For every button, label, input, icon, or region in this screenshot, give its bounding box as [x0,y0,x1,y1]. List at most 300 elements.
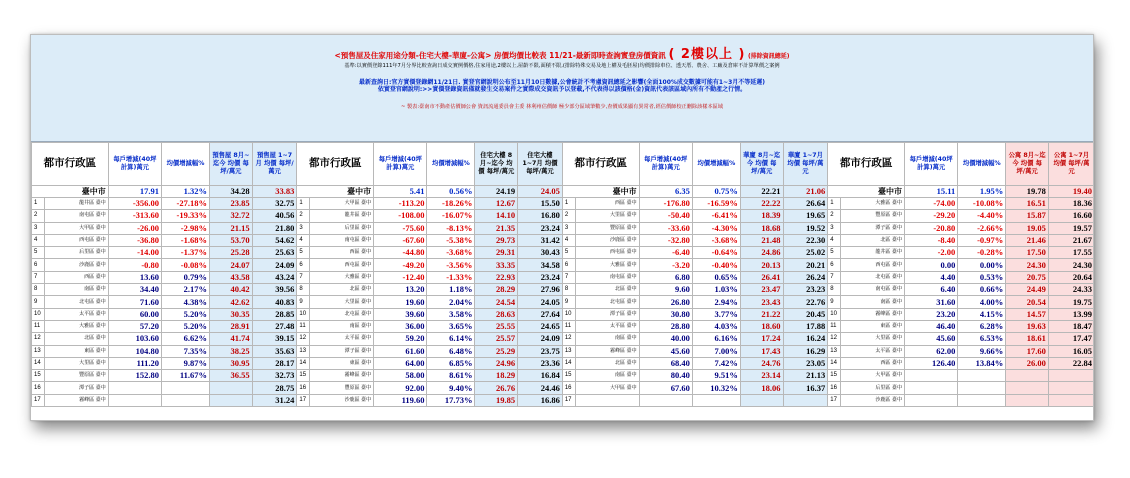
cell-hua-1: 80.40 [639,370,692,382]
table-row [32,333,1095,345]
cell-res-3: 24.54 [475,296,518,308]
cell-pre-2 [162,382,210,394]
cell-hua-3: 17.24 [740,333,783,345]
col-res-change: 每戶增減(40坪計算)萬元 [374,143,427,186]
district-name: 潭子區 臺中 [841,222,905,234]
cell-com-4: 21.67 [1048,234,1094,246]
cell-hua-4: 20.45 [783,308,828,320]
cell-res-1: -49.20 [374,259,427,271]
cell-res-3: 14.10 [475,210,518,222]
district-name: 北區 臺中 [575,357,639,369]
cell-pre-1: -26.00 [108,222,161,234]
table-row [32,320,1095,332]
row-number: 14 [297,357,310,369]
cell-pre-1 [108,394,161,406]
cell-res-3: 25.55 [475,320,518,332]
total-city-label: 臺中市 [32,186,109,198]
cell-hua-2 [692,394,740,406]
cell-pre-4: 39.15 [252,333,297,345]
row-number: 17 [32,394,45,406]
cell-hua-3: 21.48 [740,234,783,246]
col-hua-change: 每戶增減(40坪計算)萬元 [639,143,692,186]
cell-hua-2: 0.65% [692,271,740,283]
cell-pre-1: 104.80 [108,345,161,357]
cell-res-2: 8.61% [427,370,475,382]
cell-com-1: 46.40 [905,320,958,332]
table-row [32,382,1095,394]
cell-com-1: 6.40 [905,284,958,296]
cell-com-4: 18.47 [1048,320,1094,332]
cell-pre-1: 57.20 [108,320,161,332]
district-name: 龍井區 臺中 [841,247,905,259]
cell-hua-4: 25.02 [783,247,828,259]
cell-hua-3: 18.06 [740,382,783,394]
cell-hua-1: -6.40 [639,247,692,259]
row-number: 5 [562,247,575,259]
table-row [32,370,1095,382]
total-com-1: 1.95% [958,186,1006,198]
cell-hua-2: 7.42% [692,357,740,369]
cell-pre-1: 103.60 [108,333,161,345]
district-name: 西屯區 臺中 [575,247,639,259]
cell-res-4: 24.09 [518,333,563,345]
row-number: 4 [32,234,45,246]
cell-res-2: 6.85% [427,357,475,369]
cell-hua-2: 9.51% [692,370,740,382]
row-number: 15 [828,370,841,382]
table-body [32,186,1095,407]
cell-com-4: 17.55 [1048,247,1094,259]
cell-hua-3: 23.14 [740,370,783,382]
row-number: 13 [297,345,310,357]
district-name: 沙鹿區 臺中 [841,394,905,406]
cell-res-2: 17.73% [427,394,475,406]
cell-com-1 [905,394,958,406]
cell-hua-4: 16.37 [783,382,828,394]
cell-res-2: 1.18% [427,284,475,296]
cell-pre-3: 30.95 [210,357,253,369]
cell-res-1: -12.40 [374,271,427,283]
cell-pre-2: 6.62% [162,333,210,345]
cell-pre-3: 43.58 [210,271,253,283]
cell-hua-3: 22.22 [740,198,783,210]
district-name: 大里區 臺中 [44,357,108,369]
row-number: 5 [828,247,841,259]
district-name: 東區 臺中 [44,345,108,357]
cell-hua-2: 6.16% [692,333,740,345]
row-number: 14 [562,357,575,369]
district-name: 大里區 臺中 [841,333,905,345]
cell-pre-4: 25.63 [252,247,297,259]
district-name: 大雅區 臺中 [841,198,905,210]
cell-res-4: 30.43 [518,247,563,259]
cell-hua-4: 19.52 [783,222,828,234]
cell-res-1: 39.60 [374,308,427,320]
cell-pre-3: 36.55 [210,370,253,382]
cell-com-3: 26.00 [1006,357,1049,369]
row-number: 13 [32,345,45,357]
cell-com-3: 24.49 [1006,284,1049,296]
total-hua-2: 22.21 [740,186,783,198]
cell-com-3: 17.50 [1006,247,1049,259]
cell-hua-3: 17.43 [740,345,783,357]
cell-hua-2: -3.68% [692,234,740,246]
cell-com-1: 4.40 [905,271,958,283]
district-name: 大雅區 臺中 [575,259,639,271]
total-hua-0: 6.35 [639,186,692,198]
query-date-line: 最新查詢日:官方實價登錄網11/21日. 實登官網說明公布至11月10日數據,公會統計不考慮資訊總延之影響(全面100%成交數據可能有1~3月不等延遲) [358,78,766,86]
cell-com-1: 0.00 [905,259,958,271]
cell-hua-3: 21.22 [740,308,783,320]
total-city-label: 臺中市 [828,186,905,198]
district-name: 北區 臺中 [44,333,108,345]
cell-res-4: 27.96 [518,284,563,296]
cell-com-1: 45.60 [905,333,958,345]
cell-com-2: 0.53% [958,271,1006,283]
cell-res-2: 6.14% [427,333,475,345]
col-area-res: 都市行政區 [297,143,374,186]
col-pre-change: 每戶增減(40坪計算)萬元 [108,143,161,186]
district-name: 豐原區 臺中 [575,222,639,234]
cell-pre-2: 5.20% [162,320,210,332]
row-number: 1 [828,198,841,210]
district-name: 西屯區 臺中 [310,259,374,271]
cell-pre-4: 31.24 [252,394,297,406]
district-name: 大雅區 臺中 [44,320,108,332]
district-name: 南區 臺中 [575,370,639,382]
cell-com-4: 13.99 [1048,308,1094,320]
cell-com-3: 19.63 [1006,320,1049,332]
cell-pre-4: 54.62 [252,234,297,246]
cell-res-2: 3.58% [427,308,475,320]
cell-pre-3 [210,394,253,406]
row-number: 8 [32,284,45,296]
cell-hua-2: 3.77% [692,308,740,320]
col-com-new: 公寓 8月~迄今 均價 每坪/萬元 [1006,143,1049,186]
cell-com-4: 19.75 [1048,296,1094,308]
cell-pre-4: 39.56 [252,284,297,296]
cell-pre-1: -14.00 [108,247,161,259]
cell-hua-2: -6.41% [692,210,740,222]
cell-com-4 [1048,382,1094,394]
district-name: 后里區 臺中 [44,247,108,259]
cell-hua-3: 18.39 [740,210,783,222]
total-com-3: 19.40 [1048,186,1094,198]
table-row [32,198,1095,210]
cell-res-4: 16.84 [518,370,563,382]
col-area-pre: 都市行政區 [32,143,109,186]
col-com-old: 公寓 1~7月 均價 每坪/萬元 [1048,143,1094,186]
cell-com-1 [905,382,958,394]
cell-res-1: 92.00 [374,382,427,394]
cell-com-2: -0.28% [958,247,1006,259]
cell-hua-1: -3.20 [639,259,692,271]
row-number: 1 [32,198,45,210]
cell-pre-4: 21.80 [252,222,297,234]
district-name: 大雅區 臺中 [310,271,374,283]
cell-hua-4: 23.05 [783,357,828,369]
cell-hua-4: 22.76 [783,296,828,308]
row-number: 5 [297,247,310,259]
cell-res-1: -44.80 [374,247,427,259]
cell-com-1: -29.20 [905,210,958,222]
row-number: 10 [32,308,45,320]
district-name: 北屯區 臺中 [575,296,639,308]
cell-res-2: 6.48% [427,345,475,357]
col-hua-pct: 均價增減幅% [692,143,740,186]
district-name: 豐原區 臺中 [44,370,108,382]
cell-com-2: -0.97% [958,234,1006,246]
district-name: 南區 臺中 [310,320,374,332]
district-name [575,394,639,406]
cell-hua-2: 1.03% [692,284,740,296]
row-number: 6 [562,259,575,271]
district-name: 霧峰區 臺中 [575,345,639,357]
cell-com-4: 16.60 [1048,210,1094,222]
cell-com-3: 24.30 [1006,259,1049,271]
cell-com-4: 17.47 [1048,333,1094,345]
cell-pre-3: 28.91 [210,320,253,332]
total-res-0: 5.41 [374,186,427,198]
cell-hua-3: 23.43 [740,296,783,308]
cell-pre-4: 28.17 [252,357,297,369]
cell-com-2: 6.28% [958,320,1006,332]
district-name: 太平區 臺中 [44,308,108,320]
cell-com-2: 9.66% [958,345,1006,357]
row-number: 13 [828,345,841,357]
price-comparison-sheet [30,34,1094,421]
cell-hua-4: 21.13 [783,370,828,382]
row-number: 9 [562,296,575,308]
table-row [32,247,1095,259]
cell-pre-4: 35.63 [252,345,297,357]
cell-hua-2: 7.00% [692,345,740,357]
row-number: 12 [828,333,841,345]
cell-com-3: 14.57 [1006,308,1049,320]
district-name: 潭子區 臺中 [44,382,108,394]
cell-hua-1: 45.60 [639,345,692,357]
cell-pre-3: 41.74 [210,333,253,345]
totals-row [32,186,1095,198]
row-number: 17 [828,394,841,406]
cell-hua-1: 28.80 [639,320,692,332]
cell-pre-3: 24.07 [210,259,253,271]
district-name: 西屯區 臺中 [841,259,905,271]
cell-hua-3: 18.68 [740,222,783,234]
cell-pre-3: 42.62 [210,296,253,308]
table-row [32,234,1095,246]
district-name: 南區 臺中 [575,333,639,345]
total-hua-1: 0.75% [692,186,740,198]
cell-com-2: -2.66% [958,222,1006,234]
district-name: 豐原區 臺中 [841,210,905,222]
cell-com-4: 16.05 [1048,345,1094,357]
row-number: 2 [828,210,841,222]
cell-hua-4: 23.23 [783,284,828,296]
district-name: 沙鹿區 臺中 [310,394,374,406]
row-number: 6 [828,259,841,271]
district-name: 霧峰區 臺中 [44,394,108,406]
cell-pre-4: 40.83 [252,296,297,308]
price-table [31,142,1094,407]
cell-pre-2: 7.35% [162,345,210,357]
cell-res-2: -1.33% [427,271,475,283]
cell-res-3: 28.29 [475,284,518,296]
row-number: 3 [562,222,575,234]
row-number: 8 [828,284,841,296]
district-name: 西屯區 臺中 [44,234,108,246]
row-number: 6 [297,259,310,271]
district-name: 大甲區 臺中 [841,370,905,382]
district-name: 沙鹿區 臺中 [575,234,639,246]
row-number: 2 [562,210,575,222]
district-name: 北區 臺中 [310,284,374,296]
cell-com-1: 23.20 [905,308,958,320]
cell-res-4: 24.65 [518,320,563,332]
cell-hua-4: 17.88 [783,320,828,332]
row-number: 3 [297,222,310,234]
col-res-new: 住宅大樓 8月~迄今 均價 每坪/萬元 [475,143,518,186]
row-number: 13 [562,345,575,357]
row-number: 9 [828,296,841,308]
row-number: 4 [828,234,841,246]
row-number: 15 [297,370,310,382]
cell-res-4: 16.86 [518,394,563,406]
row-number: 15 [32,370,45,382]
cell-res-3: 21.35 [475,222,518,234]
cell-hua-2: 2.94% [692,296,740,308]
cell-com-1: -74.00 [905,198,958,210]
cell-pre-1: -356.00 [108,198,161,210]
cell-pre-2: 5.20% [162,308,210,320]
col-area-hua: 都市行政區 [562,143,639,186]
row-number: 9 [297,296,310,308]
total-hua-3: 21.06 [783,186,828,198]
cell-res-4: 15.50 [518,198,563,210]
cell-com-2: 6.53% [958,333,1006,345]
cell-pre-1: 152.80 [108,370,161,382]
district-name: 沙鹿區 臺中 [44,259,108,271]
cell-pre-2: 0.79% [162,271,210,283]
cell-com-1: -8.40 [905,234,958,246]
table-row [32,345,1095,357]
cell-pre-2: -27.18% [162,198,210,210]
cell-hua-4 [783,394,828,406]
cell-hua-1: 40.00 [639,333,692,345]
district-name: 西區 臺中 [841,357,905,369]
cell-hua-2: -0.40% [692,259,740,271]
cell-com-2: 0.66% [958,284,1006,296]
cell-pre-2: -1.68% [162,234,210,246]
col-pre-old: 預售屋 1~7月 均價 每坪/萬元 [252,143,297,186]
cell-pre-1: -0.80 [108,259,161,271]
cell-com-2 [958,382,1006,394]
cell-com-4: 24.30 [1048,259,1094,271]
district-name: 西區 臺中 [44,271,108,283]
cell-res-1: 58.00 [374,370,427,382]
col-res-pct: 均價增減幅% [427,143,475,186]
cell-res-1: 19.60 [374,296,427,308]
cell-hua-1: 6.80 [639,271,692,283]
district-name: 北屯區 臺中 [310,308,374,320]
cell-res-1: 119.60 [374,394,427,406]
cell-pre-1: 34.40 [108,284,161,296]
cell-com-1: -2.00 [905,247,958,259]
district-name: 龍井區 臺中 [44,198,108,210]
row-number: 16 [297,382,310,394]
row-number: 4 [297,234,310,246]
row-number: 4 [562,234,575,246]
district-name: 大里區 臺中 [310,296,374,308]
total-pre-2: 34.28 [210,186,253,198]
cell-hua-4: 26.64 [783,198,828,210]
cell-com-2: 13.84% [958,357,1006,369]
row-number: 10 [562,308,575,320]
district-name: 東區 臺中 [841,320,905,332]
district-name: 西區 臺中 [310,247,374,259]
district-name: 大甲區 臺中 [44,222,108,234]
row-number: 16 [32,382,45,394]
cell-pre-2: -1.37% [162,247,210,259]
table-row [32,259,1095,271]
cell-hua-3: 18.60 [740,320,783,332]
cell-com-4 [1048,370,1094,382]
district-name: 龍井區 臺中 [310,210,374,222]
row-number: 3 [828,222,841,234]
cell-hua-2: 10.32% [692,382,740,394]
row-number: 14 [828,357,841,369]
cell-hua-2: -4.30% [692,222,740,234]
row-number: 10 [828,308,841,320]
cell-res-2: 9.40% [427,382,475,394]
cell-res-2: 3.65% [427,320,475,332]
author-line: ~ 製表:臺南市不動產估價師公會 資訊流通委員會主委 林利州估價師 極少部分區域筆數少,查價成果顯有異常者,經估價師校正刪除該樣本區域 [400,103,724,110]
cell-hua-4: 20.21 [783,259,828,271]
cell-res-4: 31.42 [518,234,563,246]
total-res-3: 24.05 [518,186,563,198]
cell-com-1: 31.60 [905,296,958,308]
cell-hua-1: 68.40 [639,357,692,369]
cell-res-3: 29.73 [475,234,518,246]
cell-res-4: 16.80 [518,210,563,222]
district-name: 南區 臺中 [44,284,108,296]
row-number: 11 [32,320,45,332]
cell-com-4: 22.84 [1048,357,1094,369]
cell-pre-3: 25.28 [210,247,253,259]
cell-res-1: 64.00 [374,357,427,369]
cell-hua-4: 16.24 [783,333,828,345]
cell-pre-3: 40.42 [210,284,253,296]
row-number: 5 [32,247,45,259]
table-row [32,271,1095,283]
row-number: 1 [562,198,575,210]
cell-com-2 [958,394,1006,406]
row-number: 6 [32,259,45,271]
row-number: 12 [297,333,310,345]
district-name: 南區 臺中 [841,296,905,308]
col-com-pct: 均價增減幅% [958,143,1006,186]
cell-res-1: 36.00 [374,320,427,332]
row-number: 8 [297,284,310,296]
row-number: 17 [562,394,575,406]
district-name: 北區 臺中 [841,234,905,246]
cell-res-3: 12.67 [475,198,518,210]
cell-res-3: 25.29 [475,345,518,357]
district-name: 潭子區 臺中 [575,308,639,320]
cell-com-2 [958,370,1006,382]
cell-res-2: -8.13% [427,222,475,234]
cell-pre-2: 4.38% [162,296,210,308]
